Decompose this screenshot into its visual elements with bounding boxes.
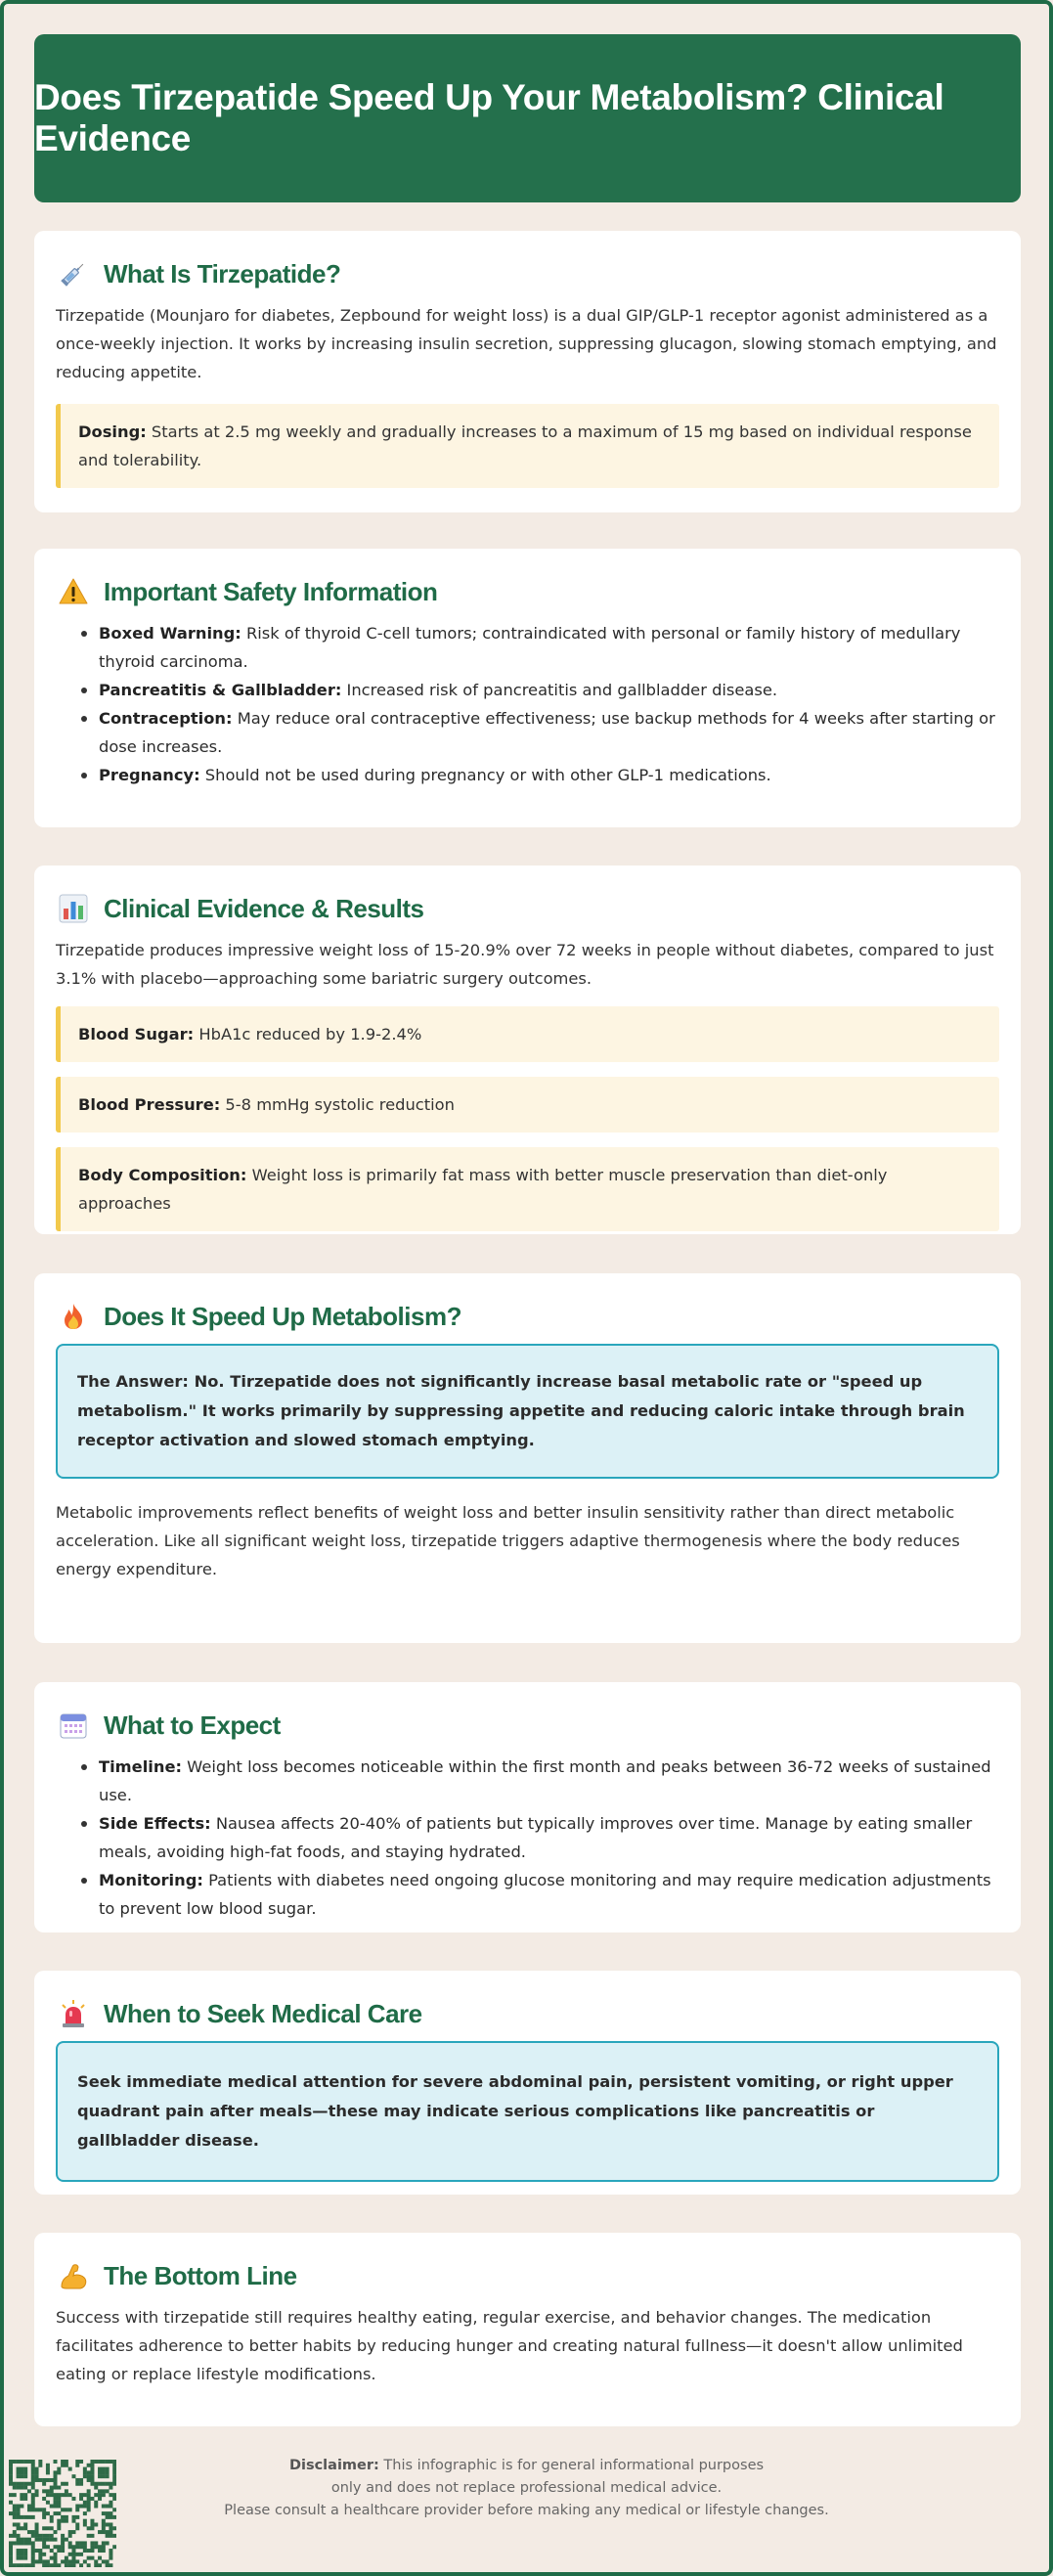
list-item bbox=[77, 704, 999, 761]
qr-module bbox=[94, 2522, 98, 2526]
card-bottom-line bbox=[34, 2233, 1021, 2426]
qr-module bbox=[17, 2534, 21, 2538]
qr-module bbox=[20, 2541, 23, 2545]
qr-module bbox=[13, 2534, 17, 2538]
qr-module bbox=[35, 2534, 39, 2538]
qr-module bbox=[94, 2541, 98, 2545]
qr-module bbox=[9, 2553, 13, 2556]
disclaimer-line: Please consult a healthcare provider before making any medical or lifestyle changes. bbox=[224, 2503, 829, 2518]
qr-module bbox=[23, 2556, 27, 2560]
qr-module bbox=[46, 2559, 50, 2563]
qr-module bbox=[31, 2545, 35, 2549]
qr-module bbox=[83, 2522, 87, 2526]
qr-module bbox=[17, 2538, 21, 2542]
qr-module bbox=[9, 2549, 13, 2553]
qr-module bbox=[109, 2563, 112, 2567]
card-body: Metabolic improvements reflect benefits of weight loss and better insulin sensitivity rather than direct metabolic acceleration. Like all significant weight loss, tirzepatide triggers adaptive thermogenesis where the body reduces energy expenditure. bbox=[56, 1503, 960, 1578]
qr-module bbox=[75, 2545, 79, 2549]
qr-module bbox=[35, 2538, 39, 2542]
qr-module bbox=[71, 2553, 75, 2556]
qr-module bbox=[23, 2538, 27, 2542]
qr-module bbox=[102, 2530, 106, 2534]
qr-module bbox=[75, 2553, 79, 2556]
qr-module bbox=[27, 2541, 31, 2545]
qr-module bbox=[61, 2549, 65, 2553]
warning-icon bbox=[59, 577, 88, 606]
qr-module bbox=[109, 2556, 112, 2560]
qr-module bbox=[61, 2559, 65, 2563]
qr-module bbox=[57, 2545, 61, 2549]
qr-module bbox=[87, 2526, 91, 2530]
card-seek-care bbox=[34, 1971, 1021, 2195]
qr-module bbox=[90, 2545, 94, 2549]
list-item bbox=[77, 1753, 999, 1809]
qr-module bbox=[20, 2538, 23, 2542]
card-expect bbox=[34, 1682, 1021, 1932]
qr-module bbox=[9, 2545, 13, 2549]
note-text: Weight loss is primarily fat mass with better muscle preservation than diet-only approaches bbox=[78, 1166, 888, 1213]
qr-module bbox=[112, 2534, 116, 2538]
qr-module bbox=[83, 2541, 87, 2545]
qr-module bbox=[23, 2526, 27, 2530]
item-label: Side Effects: bbox=[99, 1814, 211, 1833]
disclaimer-line: This infographic is for general informational purposes bbox=[378, 2458, 765, 2473]
qr-module bbox=[38, 2553, 42, 2556]
card-title: Clinical Evidence & Results bbox=[104, 893, 424, 923]
qr-module bbox=[106, 2522, 110, 2526]
qr-module bbox=[71, 2563, 75, 2567]
qr-module bbox=[68, 2563, 72, 2567]
qr-module bbox=[102, 2545, 106, 2549]
qr-module bbox=[54, 2563, 58, 2567]
qr-module bbox=[20, 2553, 23, 2556]
qr-module bbox=[57, 2526, 61, 2530]
item-label: Pregnancy: bbox=[99, 766, 200, 784]
qr-module bbox=[87, 2556, 91, 2560]
qr-module bbox=[20, 2563, 23, 2567]
qr-module bbox=[90, 2534, 94, 2538]
result-note bbox=[56, 1006, 999, 1062]
qr-module bbox=[42, 2563, 46, 2567]
qr-module bbox=[106, 2563, 110, 2567]
note-text: HbA1c reduced by 1.9-2.4% bbox=[194, 1025, 422, 1044]
qr-module bbox=[112, 2545, 116, 2549]
qr-module bbox=[54, 2553, 58, 2556]
qr-module bbox=[35, 2530, 39, 2534]
qr-module bbox=[98, 2556, 102, 2560]
qr-module bbox=[17, 2522, 21, 2526]
qr-module bbox=[31, 2549, 35, 2553]
qr-module bbox=[20, 2526, 23, 2530]
note-label: Blood Pressure: bbox=[78, 1095, 221, 1114]
qr-module bbox=[65, 2538, 68, 2542]
qr-module bbox=[98, 2545, 102, 2549]
item-text: Increased risk of pancreatitis and gallbladder disease. bbox=[341, 681, 778, 699]
qr-module bbox=[31, 2541, 35, 2545]
answer-callout: The Answer: No. Tirzepatide does not significantly increase basal metabolic rate or "speed up metabolism." It works primarily by suppressing appetite and reducing caloric intake through brain receptor activation and slowed stomach emptying. bbox=[56, 1344, 999, 1479]
qr-module bbox=[65, 2563, 68, 2567]
qr-module bbox=[42, 2545, 46, 2549]
qr-module bbox=[68, 2541, 72, 2545]
qr-module bbox=[109, 2534, 112, 2538]
qr-module bbox=[106, 2559, 110, 2563]
qr-module bbox=[98, 2530, 102, 2534]
qr-module bbox=[109, 2526, 112, 2530]
qr-module bbox=[102, 2526, 106, 2530]
qr-module bbox=[23, 2553, 27, 2556]
qr-module bbox=[71, 2559, 75, 2563]
qr-module bbox=[23, 2549, 27, 2553]
qr-module bbox=[27, 2530, 31, 2534]
qr-module bbox=[38, 2549, 42, 2553]
qr-module bbox=[27, 2538, 31, 2542]
card-title: What to Expect bbox=[104, 1710, 281, 1740]
qr-module bbox=[46, 2538, 50, 2542]
qr-module bbox=[106, 2534, 110, 2538]
qr-module bbox=[87, 2563, 91, 2567]
safety-list bbox=[77, 619, 999, 789]
qr-module bbox=[9, 2534, 13, 2538]
qr-module bbox=[17, 2549, 21, 2553]
qr-module bbox=[61, 2534, 65, 2538]
qr-module bbox=[42, 2541, 46, 2545]
qr-module bbox=[112, 2526, 116, 2530]
qr-module bbox=[50, 2556, 54, 2560]
qr-module bbox=[20, 2556, 23, 2560]
qr-module bbox=[90, 2526, 94, 2530]
qr-module bbox=[109, 2553, 112, 2556]
qr-module bbox=[109, 2522, 112, 2526]
qr-module bbox=[35, 2526, 39, 2530]
qr-module bbox=[17, 2556, 21, 2560]
qr-module bbox=[90, 2556, 94, 2560]
qr-module bbox=[42, 2559, 46, 2563]
qr-module bbox=[79, 2563, 83, 2567]
card-body: Tirzepatide (Mounjaro for diabetes, Zepbound for weight loss) is a dual GIP/GLP-1 receptor agonist administered as a once-weekly injection. It works by increasing insulin secretion, suppressing glucagon, slowing stomach emptying, and reducing appetite. bbox=[56, 306, 997, 381]
card-title: When to Seek Medical Care bbox=[104, 1998, 422, 2028]
qr-module bbox=[87, 2549, 91, 2553]
qr-module bbox=[68, 2545, 72, 2549]
qr-module bbox=[9, 2559, 13, 2563]
qr-module bbox=[109, 2549, 112, 2553]
qr-module bbox=[61, 2541, 65, 2545]
qr-module bbox=[79, 2541, 83, 2545]
flexed-biceps-icon bbox=[59, 2261, 88, 2290]
qr-module bbox=[65, 2559, 68, 2563]
qr-module bbox=[87, 2534, 91, 2538]
card-body: Tirzepatide produces impressive weight loss of 15-20.9% over 72 weeks in people without diabetes, compared to just 3.1% with placebo—approaching some bariatric surgery outcomes. bbox=[56, 941, 994, 988]
qr-module bbox=[102, 2559, 106, 2563]
dosing-note bbox=[56, 404, 999, 488]
qr-module bbox=[71, 2545, 75, 2549]
qr-module bbox=[109, 2530, 112, 2534]
qr-module bbox=[23, 2522, 27, 2526]
qr-module bbox=[83, 2559, 87, 2563]
qr-module bbox=[94, 2545, 98, 2549]
qr-module bbox=[98, 2563, 102, 2567]
calendar-icon bbox=[59, 1710, 88, 1740]
qr-module bbox=[38, 2556, 42, 2560]
qr-module bbox=[35, 2549, 39, 2553]
qr-module bbox=[38, 2559, 42, 2563]
qr-module bbox=[17, 2553, 21, 2556]
qr-module bbox=[54, 2559, 58, 2563]
qr-module bbox=[90, 2541, 94, 2545]
qr-module bbox=[71, 2530, 75, 2534]
qr-module bbox=[35, 2559, 39, 2563]
qr-module bbox=[35, 2522, 39, 2526]
note-label: Blood Sugar: bbox=[78, 1025, 195, 1044]
qr-module bbox=[98, 2549, 102, 2553]
qr-module bbox=[71, 2556, 75, 2560]
card-body: Success with tirzepatide still requires healthy eating, regular exercise, and behavior changes. The medication facilitates adherence to better habits by reducing hunger and creating natural fullness—it doesn't allow unlimited eating or replace lifestyle modifications. bbox=[56, 2308, 963, 2383]
qr-module bbox=[38, 2538, 42, 2542]
page-title: Does Tirzepatide Speed Up Your Metabolism? Clinical Evidence bbox=[34, 77, 944, 158]
disclaimer bbox=[0, 2455, 1053, 2522]
item-text: Risk of thyroid C-cell tumors; contraindicated with personal or family history of medullary thyroid carcinoma. bbox=[99, 624, 961, 671]
qr-module bbox=[54, 2556, 58, 2560]
card-evidence bbox=[34, 866, 1021, 1234]
qr-module bbox=[75, 2541, 79, 2545]
qr-module bbox=[68, 2553, 72, 2556]
list-item bbox=[77, 1809, 999, 1866]
qr-module bbox=[50, 2526, 54, 2530]
qr-module bbox=[31, 2563, 35, 2567]
qr-module bbox=[13, 2541, 17, 2545]
item-text: Weight loss becomes noticeable within the first month and peaks between 36-72 weeks of sustained use. bbox=[99, 1757, 991, 1804]
qr-module bbox=[90, 2549, 94, 2553]
qr-module bbox=[57, 2563, 61, 2567]
qr-module bbox=[50, 2534, 54, 2538]
qr-module bbox=[54, 2545, 58, 2549]
qr-module bbox=[9, 2563, 13, 2567]
qr-module bbox=[23, 2563, 27, 2567]
qr-module bbox=[13, 2530, 17, 2534]
list-item bbox=[77, 619, 999, 676]
qr-module bbox=[79, 2553, 83, 2556]
result-note bbox=[56, 1147, 999, 1231]
qr-module bbox=[68, 2534, 72, 2538]
qr-module bbox=[57, 2522, 61, 2526]
note-text: Starts at 2.5 mg weekly and gradually increases to a maximum of 15 mg based on individual response and tolerability. bbox=[78, 422, 972, 469]
qr-module bbox=[17, 2541, 21, 2545]
result-note bbox=[56, 1077, 999, 1133]
qr-module bbox=[31, 2553, 35, 2556]
qr-module bbox=[102, 2541, 106, 2545]
card-safety bbox=[34, 549, 1021, 827]
qr-module bbox=[94, 2563, 98, 2567]
qr-module bbox=[38, 2534, 42, 2538]
page-header bbox=[34, 34, 1021, 202]
qr-module bbox=[9, 2556, 13, 2560]
item-label: Monitoring: bbox=[99, 1871, 203, 1889]
qr-module bbox=[83, 2545, 87, 2549]
qr-module bbox=[75, 2526, 79, 2530]
item-label: Timeline: bbox=[99, 1757, 182, 1776]
qr-module bbox=[31, 2534, 35, 2538]
qr-module bbox=[27, 2563, 31, 2567]
qr-module bbox=[50, 2538, 54, 2542]
qr-module bbox=[68, 2559, 72, 2563]
qr-module bbox=[54, 2530, 58, 2534]
qr-module bbox=[13, 2563, 17, 2567]
card-title: What Is Tirzepatide? bbox=[104, 258, 341, 289]
item-text: Nausea affects 20-40% of patients but typically improves over time. Manage by eating smaller meals, avoiding high-fat foods, and staying hydrated. bbox=[99, 1814, 973, 1861]
emergency-callout: Seek immediate medical attention for severe abdominal pain, persistent vomiting, or right upper quadrant pain after meals—these may indicate serious complications like pancreatitis or gallbladder disease. bbox=[56, 2041, 999, 2182]
card-what-is bbox=[34, 231, 1021, 512]
card-title: Important Safety Information bbox=[104, 576, 438, 606]
note-label: Body Composition: bbox=[78, 1166, 247, 1184]
qr-module bbox=[75, 2559, 79, 2563]
qr-module bbox=[31, 2530, 35, 2534]
item-text: Patients with diabetes need ongoing glucose monitoring and may require medication adjustments to prevent low blood sugar. bbox=[99, 1871, 991, 1918]
qr-module bbox=[83, 2549, 87, 2553]
qr-module bbox=[79, 2545, 83, 2549]
qr-module bbox=[31, 2559, 35, 2563]
qr-module bbox=[106, 2530, 110, 2534]
syringe-icon bbox=[59, 259, 88, 289]
list-item bbox=[77, 761, 999, 789]
list-item bbox=[77, 1866, 999, 1923]
qr-module bbox=[46, 2563, 50, 2567]
card-title: The Bottom Line bbox=[104, 2260, 297, 2290]
item-text: May reduce oral contraceptive effectiveness; use backup methods for 4 weeks after starting or dose increases. bbox=[99, 709, 995, 756]
expect-list bbox=[77, 1753, 999, 1923]
qr-module bbox=[61, 2545, 65, 2549]
qr-module bbox=[102, 2549, 106, 2553]
qr-module bbox=[54, 2538, 58, 2542]
qr-module bbox=[17, 2563, 21, 2567]
qr-module bbox=[13, 2522, 17, 2526]
item-label: Contraception: bbox=[99, 709, 233, 728]
qr-module bbox=[75, 2522, 79, 2526]
qr-module bbox=[102, 2522, 106, 2526]
qr-module bbox=[50, 2563, 54, 2567]
item-label: Boxed Warning: bbox=[99, 624, 241, 643]
card-metabolism bbox=[34, 1273, 1021, 1643]
item-text: Should not be used during pregnancy or with other GLP-1 medications. bbox=[199, 766, 771, 784]
qr-module bbox=[42, 2553, 46, 2556]
qr-module bbox=[31, 2556, 35, 2560]
card-title: Does It Speed Up Metabolism? bbox=[104, 1301, 461, 1331]
qr-module bbox=[50, 2549, 54, 2553]
qr-module bbox=[42, 2534, 46, 2538]
qr-module bbox=[46, 2526, 50, 2530]
qr-module bbox=[23, 2541, 27, 2545]
qr-module bbox=[106, 2541, 110, 2545]
bar-chart-icon bbox=[59, 894, 88, 923]
note-text: 5-8 mmHg systolic reduction bbox=[220, 1095, 455, 1114]
list-item bbox=[77, 676, 999, 704]
note-label: Dosing: bbox=[78, 422, 147, 441]
qr-module bbox=[17, 2526, 21, 2530]
qr-module bbox=[94, 2559, 98, 2563]
qr-module bbox=[46, 2545, 50, 2549]
qr-module bbox=[57, 2549, 61, 2553]
disclaimer-line: only and does not replace professional medical advice. bbox=[330, 2480, 723, 2496]
qr-module bbox=[65, 2556, 68, 2560]
qr-module bbox=[68, 2530, 72, 2534]
qr-module bbox=[71, 2549, 75, 2553]
qr-module bbox=[90, 2522, 94, 2526]
qr-module bbox=[61, 2538, 65, 2542]
qr-module bbox=[42, 2538, 46, 2542]
qr-module bbox=[42, 2526, 46, 2530]
qr-module bbox=[9, 2541, 13, 2545]
item-label: Pancreatitis & Gallbladder: bbox=[99, 681, 342, 699]
disclaimer-label: Disclaimer: bbox=[288, 2458, 379, 2473]
siren-icon bbox=[59, 1999, 88, 2028]
qr-module bbox=[46, 2534, 50, 2538]
fire-icon bbox=[59, 1302, 88, 1331]
qr-module bbox=[20, 2549, 23, 2553]
